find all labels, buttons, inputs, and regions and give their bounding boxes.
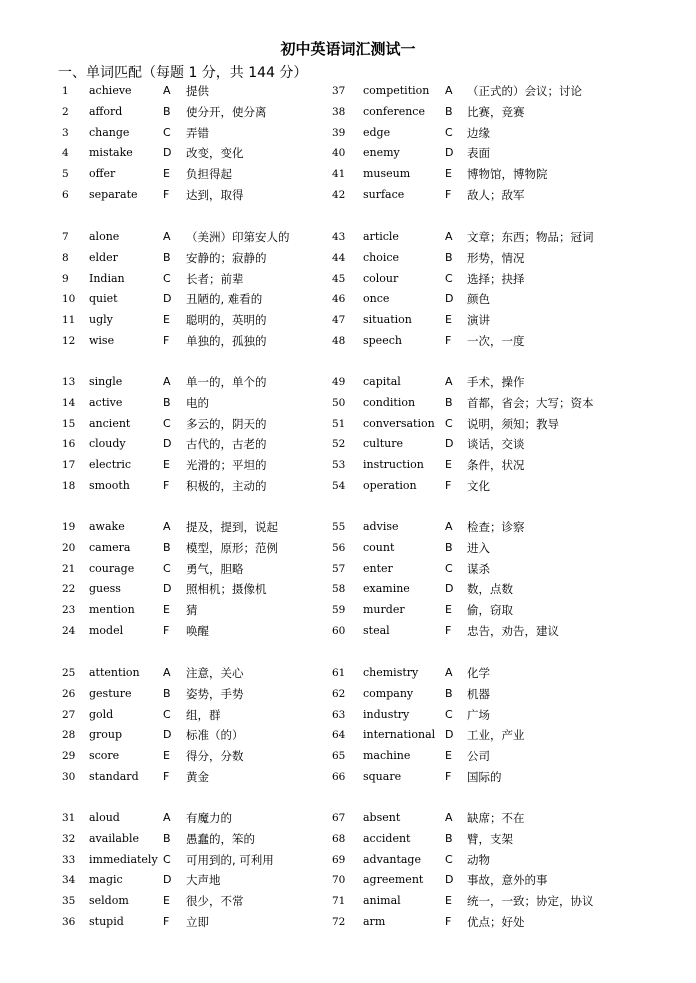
chinese-meaning: 数，点数	[467, 582, 513, 597]
english-word: offer	[89, 167, 116, 181]
english-word: article	[363, 230, 399, 243]
question-number: 39	[332, 126, 346, 139]
chinese-meaning: 条件，状况	[467, 458, 525, 473]
chinese-meaning: 事故，意外的事	[467, 873, 548, 888]
chinese-meaning: 使分开，使分离	[186, 104, 267, 119]
english-word: conversation	[363, 416, 435, 430]
question-number: 46	[332, 293, 346, 306]
english-word: choice	[363, 250, 400, 264]
english-word: separate	[89, 188, 138, 201]
option-letter: B	[163, 540, 171, 554]
question-number: 64	[332, 729, 346, 742]
question-number: 8	[62, 251, 69, 264]
chinese-meaning: 颜色	[467, 292, 490, 307]
english-word: industry	[363, 707, 410, 721]
chinese-meaning: 注意，关心	[186, 666, 244, 680]
question-number: 4	[62, 147, 69, 160]
option-letter: B	[163, 686, 171, 700]
chinese-meaning: 国际的	[467, 770, 502, 784]
chinese-meaning: 积极的，主动的	[186, 479, 267, 493]
question-number: 47	[332, 314, 346, 327]
english-word: steal	[363, 624, 390, 637]
chinese-meaning: 臂，支架	[467, 831, 513, 846]
option-letter: A	[163, 520, 171, 533]
english-word: magic	[89, 873, 123, 887]
option-letter: E	[163, 313, 170, 327]
chinese-meaning: 谈话，交谈	[467, 437, 525, 452]
option-letter: E	[445, 749, 452, 763]
english-word: animal	[363, 894, 401, 908]
section-heading: 一、单词匹配（每题 1 分，共 144 分）	[58, 65, 308, 81]
option-letter: B	[445, 104, 453, 118]
option-letter: D	[445, 728, 454, 742]
chinese-meaning: 演讲	[467, 313, 490, 328]
question-number: 23	[62, 604, 76, 617]
english-word: electric	[89, 458, 132, 472]
english-word: enemy	[363, 146, 400, 160]
question-number: 49	[332, 376, 346, 388]
question-number: 69	[332, 853, 346, 866]
question-number: 61	[332, 667, 346, 679]
question-number: 29	[62, 750, 76, 763]
question-number: 36	[62, 916, 76, 928]
english-word: count	[363, 540, 395, 554]
chinese-meaning: 文章；东西；物品；冠词	[467, 230, 594, 244]
english-word: awake	[89, 520, 125, 533]
chinese-meaning: 古代的，古老的	[186, 437, 267, 452]
chinese-meaning: 丑陋的, 难看的	[186, 292, 263, 307]
question-number: 1	[62, 85, 69, 97]
option-letter: C	[445, 852, 453, 866]
english-word: courage	[89, 561, 135, 575]
question-number: 43	[332, 231, 346, 243]
english-word: agreement	[363, 873, 424, 887]
english-word: active	[89, 395, 123, 409]
english-word: wise	[89, 334, 115, 347]
question-number: 24	[62, 625, 76, 637]
question-number: 13	[62, 376, 76, 388]
question-number: 17	[62, 459, 76, 472]
question-number: 53	[332, 459, 346, 472]
option-letter: A	[445, 84, 453, 97]
question-number: 9	[62, 272, 69, 285]
question-number: 70	[332, 874, 346, 887]
english-word: surface	[363, 188, 405, 201]
option-letter: F	[163, 624, 170, 637]
option-letter: B	[163, 831, 171, 845]
option-letter: E	[445, 603, 452, 617]
chinese-meaning: 检查；诊察	[467, 520, 525, 534]
english-word: mention	[89, 603, 135, 617]
question-number: 66	[332, 771, 346, 783]
option-letter: E	[445, 894, 452, 908]
question-number: 16	[62, 438, 76, 451]
question-number: 63	[332, 708, 346, 721]
question-number: 15	[62, 417, 76, 430]
chinese-meaning: 愚蠢的，笨的	[186, 831, 255, 846]
english-word: gesture	[89, 686, 132, 700]
option-letter: B	[163, 250, 171, 264]
english-word: absent	[363, 811, 401, 824]
option-letter: F	[163, 188, 170, 201]
chinese-meaning: 文化	[467, 479, 490, 493]
english-word: international	[363, 728, 436, 742]
english-word: group	[89, 728, 123, 742]
question-number: 58	[332, 583, 346, 596]
english-word: attention	[89, 666, 140, 679]
option-letter: C	[163, 707, 171, 721]
english-word: change	[89, 125, 130, 139]
chinese-meaning: 唤醒	[186, 624, 209, 638]
question-number: 22	[62, 583, 76, 596]
option-letter: C	[445, 561, 453, 575]
english-word: score	[89, 749, 120, 763]
english-word: mistake	[89, 146, 133, 160]
english-word: advantage	[363, 852, 421, 866]
option-letter: F	[163, 479, 170, 492]
english-word: cloudy	[89, 437, 126, 451]
chinese-meaning: 比赛，竞赛	[467, 104, 525, 119]
option-letter: D	[445, 873, 454, 887]
chinese-meaning: 忠告，劝告，建议	[467, 624, 559, 638]
option-letter: F	[163, 915, 170, 928]
question-number: 10	[62, 293, 76, 306]
english-word: instruction	[363, 458, 424, 472]
english-word: once	[363, 292, 390, 306]
question-number: 18	[62, 480, 76, 492]
english-word: operation	[363, 479, 417, 492]
question-number: 26	[62, 687, 76, 700]
chinese-meaning: 说明，须知；教导	[467, 416, 559, 431]
question-number: 31	[62, 812, 76, 824]
option-letter: B	[445, 540, 453, 554]
chinese-meaning: 改变，变化	[186, 146, 244, 161]
option-letter: B	[163, 104, 171, 118]
english-word: chemistry	[363, 666, 419, 679]
chinese-meaning: 勇气，胆略	[186, 561, 244, 576]
chinese-meaning: 优点；好处	[467, 915, 525, 929]
option-letter: E	[445, 313, 452, 327]
question-number: 41	[332, 168, 346, 181]
chinese-meaning: 达到，取得	[186, 188, 244, 202]
question-number: 57	[332, 562, 346, 575]
option-letter: C	[163, 416, 171, 430]
chinese-meaning: 安静的；寂静的	[186, 250, 267, 265]
english-word: square	[363, 770, 402, 783]
option-letter: D	[163, 728, 172, 742]
english-word: Indian	[89, 271, 125, 285]
chinese-meaning: 谋杀	[467, 561, 490, 576]
question-number: 45	[332, 272, 346, 285]
question-number: 51	[332, 417, 346, 430]
option-letter: D	[445, 582, 454, 596]
english-word: accident	[363, 831, 411, 845]
option-letter: A	[445, 230, 453, 243]
question-number: 71	[332, 895, 346, 908]
english-word: available	[89, 831, 139, 845]
english-word: ancient	[89, 416, 131, 430]
english-word: standard	[89, 770, 139, 783]
chinese-meaning: 偷，窃取	[467, 603, 513, 618]
chinese-meaning: 单一的，单个的	[186, 375, 267, 389]
option-letter: F	[445, 188, 452, 201]
option-letter: C	[445, 416, 453, 430]
chinese-meaning: 可用到的, 可利用	[186, 852, 274, 867]
option-letter: A	[163, 811, 171, 824]
chinese-meaning: 弄错	[186, 125, 209, 140]
option-letter: B	[445, 831, 453, 845]
option-letter: E	[163, 603, 170, 617]
option-letter: A	[445, 811, 453, 824]
option-letter: F	[445, 770, 452, 783]
chinese-meaning: 提及，提到，说起	[186, 520, 278, 534]
chinese-meaning: 动物	[467, 852, 490, 867]
question-number: 27	[62, 708, 76, 721]
english-word: situation	[363, 313, 412, 327]
question-number: 48	[332, 335, 346, 347]
chinese-meaning: 进入	[467, 540, 490, 555]
question-number: 56	[332, 541, 346, 554]
english-word: single	[89, 375, 123, 388]
question-number: 20	[62, 541, 76, 554]
english-word: murder	[363, 603, 405, 617]
option-letter: D	[163, 873, 172, 887]
chinese-meaning: 多云的，阴天的	[186, 416, 267, 431]
question-number: 62	[332, 687, 346, 700]
chinese-meaning: 黄金	[186, 770, 209, 784]
question-number: 32	[62, 832, 76, 845]
option-letter: C	[445, 271, 453, 285]
question-number: 35	[62, 895, 76, 908]
option-letter: C	[445, 707, 453, 721]
question-number: 21	[62, 562, 76, 575]
question-number: 38	[332, 105, 346, 118]
chinese-meaning: 很少，不常	[186, 894, 244, 909]
chinese-meaning: 手术，操作	[467, 375, 525, 389]
question-number: 6	[62, 189, 69, 201]
option-letter: A	[163, 375, 171, 388]
english-word: enter	[363, 561, 393, 575]
option-letter: C	[163, 271, 171, 285]
question-number: 40	[332, 147, 346, 160]
option-letter: D	[163, 582, 172, 596]
chinese-meaning: 博物馆，博物院	[467, 167, 548, 182]
option-letter: E	[163, 749, 170, 763]
option-letter: A	[163, 84, 171, 97]
question-number: 34	[62, 874, 76, 887]
chinese-meaning: 公司	[467, 749, 490, 764]
question-number: 3	[62, 126, 69, 139]
question-number: 2	[62, 105, 69, 118]
option-letter: F	[163, 334, 170, 347]
chinese-meaning: 形势，情况	[467, 250, 525, 265]
chinese-meaning: 猜	[186, 603, 198, 618]
option-letter: D	[445, 146, 454, 160]
chinese-meaning: 光滑的；平坦的	[186, 458, 267, 473]
option-letter: A	[445, 375, 453, 388]
english-word: seldom	[89, 894, 129, 908]
english-word: achieve	[89, 84, 132, 97]
chinese-meaning: 大声地	[186, 873, 221, 888]
option-letter: F	[445, 334, 452, 347]
english-word: museum	[363, 167, 411, 181]
question-number: 68	[332, 832, 346, 845]
question-number: 11	[62, 314, 76, 327]
question-number: 44	[332, 251, 346, 264]
chinese-meaning: 缺席；不在	[467, 811, 525, 825]
chinese-meaning: 有魔力的	[186, 811, 232, 825]
option-letter: D	[445, 292, 454, 306]
chinese-meaning: 聪明的，英明的	[186, 313, 267, 328]
option-letter: C	[163, 561, 171, 575]
english-word: conference	[363, 104, 425, 118]
question-number: 28	[62, 729, 76, 742]
english-word: speech	[363, 334, 402, 347]
question-number: 12	[62, 335, 76, 347]
chinese-meaning: 照相机；摄像机	[186, 582, 267, 597]
chinese-meaning: 敌人；敌军	[467, 188, 525, 202]
question-number: 72	[332, 916, 346, 928]
question-number: 19	[62, 521, 76, 533]
question-number: 42	[332, 189, 346, 201]
english-word: colour	[363, 271, 399, 285]
chinese-meaning: 姿势，手势	[186, 686, 244, 701]
question-number: 37	[332, 85, 346, 97]
question-number: 14	[62, 396, 76, 409]
english-word: advise	[363, 520, 399, 533]
english-word: alone	[89, 230, 120, 243]
chinese-meaning: （美洲）印第安人的	[186, 230, 290, 244]
option-letter: C	[445, 125, 453, 139]
chinese-meaning: 组，群	[186, 707, 221, 722]
chinese-meaning: 电的	[186, 395, 209, 410]
option-letter: E	[163, 167, 170, 181]
chinese-meaning: 一次，一度	[467, 334, 525, 348]
english-word: machine	[363, 749, 411, 763]
option-letter: C	[163, 852, 171, 866]
option-letter: A	[163, 666, 171, 679]
english-word: afford	[89, 104, 123, 118]
question-number: 55	[332, 521, 346, 533]
english-word: elder	[89, 250, 118, 264]
question-number: 65	[332, 750, 346, 763]
chinese-meaning: 边缘	[467, 125, 490, 140]
chinese-meaning: 得分，分数	[186, 749, 244, 764]
english-word: company	[363, 686, 414, 700]
english-word: culture	[363, 437, 404, 451]
chinese-meaning: 工业，产业	[467, 728, 525, 743]
question-number: 50	[332, 396, 346, 409]
chinese-meaning: 表面	[467, 146, 490, 161]
chinese-meaning: 统一，一致；协定，协议	[467, 894, 594, 909]
question-number: 30	[62, 771, 76, 783]
option-letter: A	[445, 666, 453, 679]
chinese-meaning: （正式的）会议；讨论	[467, 84, 582, 98]
chinese-meaning: 首都，省会；大写；资本	[467, 395, 594, 410]
english-word: arm	[363, 915, 386, 928]
chinese-meaning: 单独的，孤独的	[186, 334, 267, 348]
option-letter: F	[445, 479, 452, 492]
chinese-meaning: 长者；前辈	[186, 271, 244, 286]
english-word: smooth	[89, 479, 130, 492]
english-word: condition	[363, 395, 416, 409]
english-word: edge	[363, 125, 391, 139]
option-letter: E	[445, 167, 452, 181]
option-letter: B	[445, 250, 453, 264]
question-number: 67	[332, 812, 346, 824]
english-word: guess	[89, 582, 121, 596]
option-letter: D	[163, 146, 172, 160]
option-letter: F	[163, 770, 170, 783]
option-letter: E	[163, 894, 170, 908]
chinese-meaning: 机器	[467, 686, 490, 701]
option-letter: D	[163, 292, 172, 306]
page-title: 初中英语词汇测试一	[280, 40, 416, 58]
option-letter: B	[163, 395, 171, 409]
option-letter: F	[445, 624, 452, 637]
option-letter: A	[445, 520, 453, 533]
english-word: examine	[363, 582, 410, 596]
question-number: 52	[332, 438, 346, 451]
chinese-meaning: 提供	[186, 84, 209, 98]
english-word: gold	[89, 707, 114, 721]
option-letter: E	[445, 458, 452, 472]
english-word: capital	[363, 375, 401, 388]
english-word: competition	[363, 84, 430, 97]
question-number: 5	[62, 168, 69, 181]
option-letter: C	[163, 125, 171, 139]
english-word: model	[89, 624, 124, 637]
chinese-meaning: 广场	[467, 707, 490, 722]
english-word: aloud	[89, 811, 120, 824]
question-number: 59	[332, 604, 346, 617]
option-letter: F	[445, 915, 452, 928]
option-letter: D	[163, 437, 172, 451]
chinese-meaning: 化学	[467, 666, 490, 680]
question-number: 25	[62, 667, 76, 679]
question-number: 33	[62, 853, 76, 866]
english-word: immediately	[89, 852, 158, 866]
chinese-meaning: 负担得起	[186, 167, 232, 182]
option-letter: B	[445, 686, 453, 700]
question-number: 7	[62, 231, 69, 243]
option-letter: D	[445, 437, 454, 451]
question-number: 60	[332, 625, 346, 637]
english-word: stupid	[89, 915, 124, 928]
option-letter: B	[445, 395, 453, 409]
chinese-meaning: 立即	[186, 915, 209, 929]
english-word: ugly	[89, 313, 113, 327]
question-number: 54	[332, 480, 346, 492]
chinese-meaning: 选择；抉择	[467, 271, 525, 286]
chinese-meaning: 模型，原形；范例	[186, 540, 278, 555]
chinese-meaning: 标准（的）	[186, 728, 244, 743]
option-letter: E	[163, 458, 170, 472]
option-letter: A	[163, 230, 171, 243]
english-word: quiet	[89, 292, 118, 306]
english-word: camera	[89, 540, 131, 554]
